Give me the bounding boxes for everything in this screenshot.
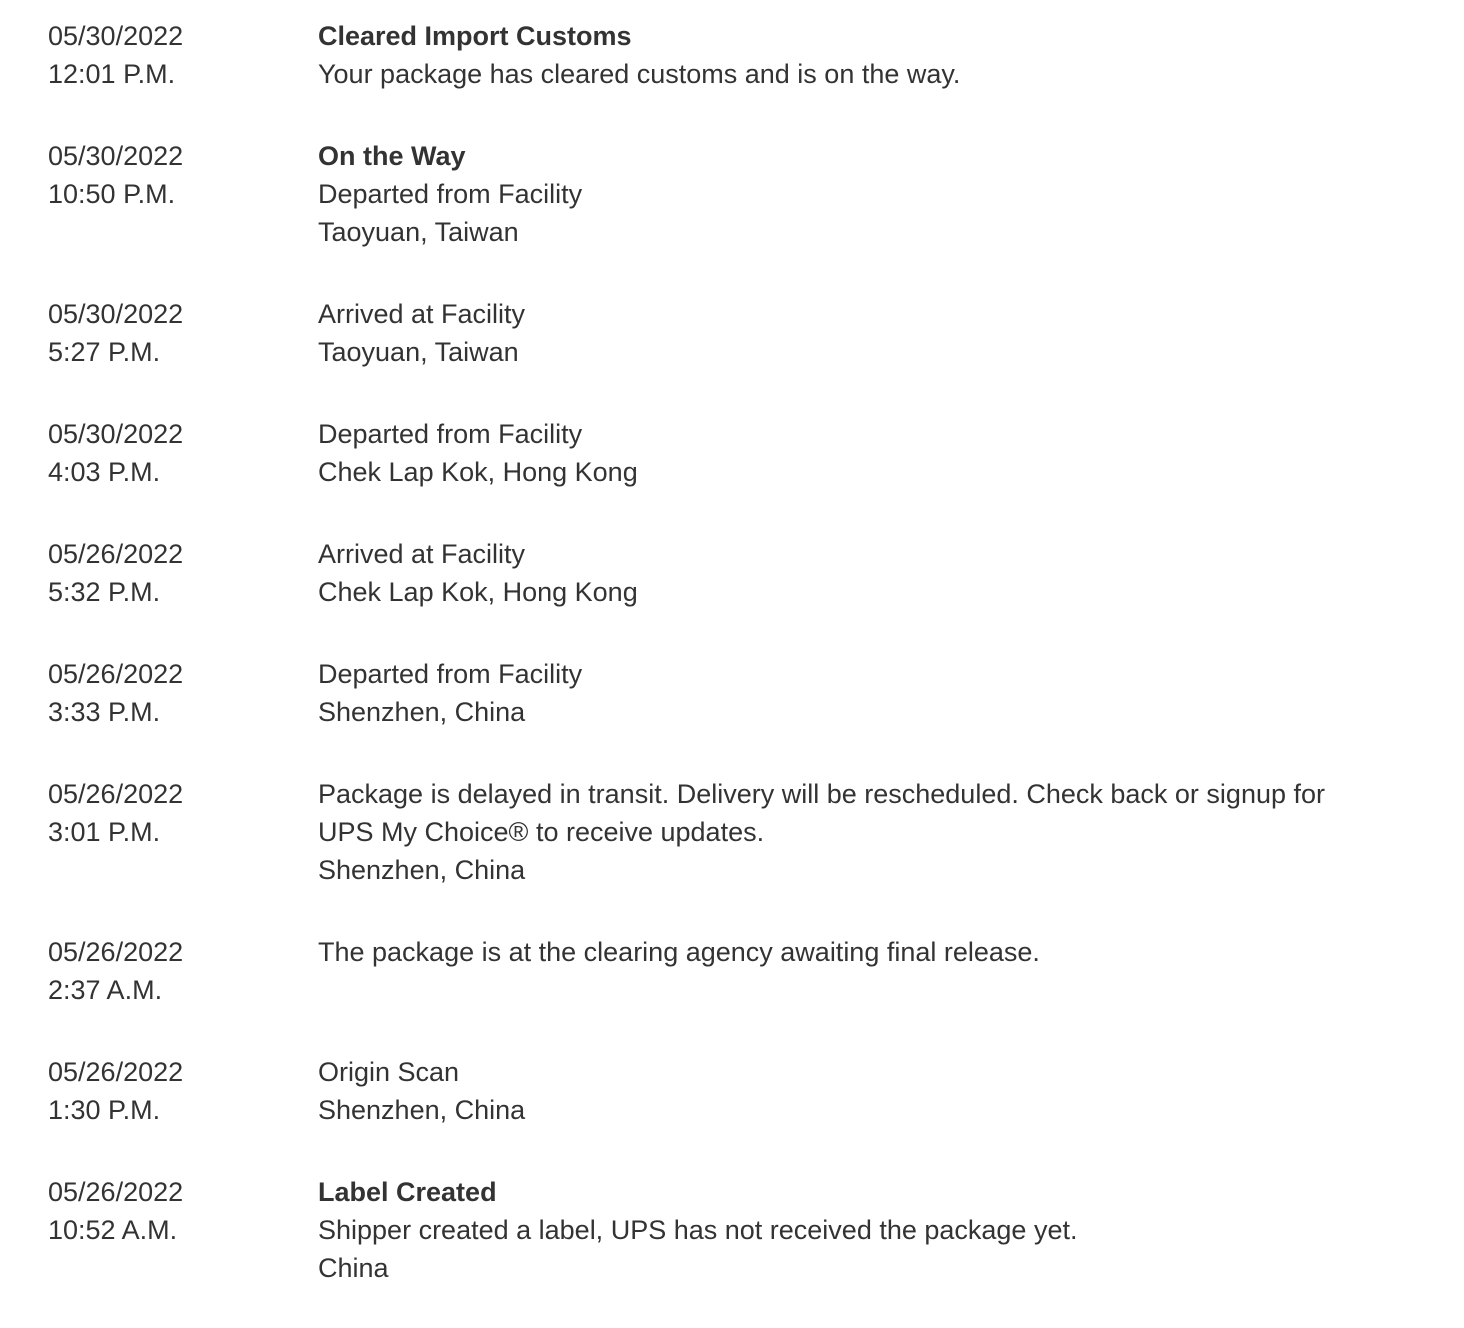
event-timestamp	[48, 17, 288, 93]
event-status: Label Created	[318, 1177, 497, 1207]
event-timestamp	[48, 1173, 288, 1249]
event-timestamp	[48, 1053, 288, 1129]
event-detail: Arrived at Facility	[318, 539, 526, 569]
event-timestamp	[48, 295, 288, 371]
event-time: 10:52 A.M.	[48, 1215, 178, 1245]
event-date: 05/26/2022	[48, 1057, 184, 1087]
event-timestamp	[48, 655, 288, 731]
event-detail: Origin Scan	[318, 1057, 460, 1087]
event-time: 5:27 P.M.	[48, 337, 161, 367]
event-time: 3:01 P.M.	[48, 817, 161, 847]
event-location: China	[318, 1253, 389, 1283]
event-date: 05/26/2022	[48, 1177, 184, 1207]
event-description	[318, 1053, 1328, 1129]
event-date: 05/26/2022	[48, 659, 184, 689]
event-location: Taoyuan, Taiwan	[318, 217, 519, 247]
event-detail: Arrived at Facility	[318, 299, 526, 329]
event-time: 12:01 P.M.	[48, 59, 176, 89]
event-description	[318, 295, 1328, 371]
event-detail: Package is delayed in transit. Delivery will be rescheduled. Check back or signup for UPS My Choice® to receive updates.	[318, 779, 1326, 847]
event-description	[318, 1173, 1328, 1287]
event-timestamp	[48, 775, 288, 851]
event-location: Chek Lap Kok, Hong Kong	[318, 577, 638, 607]
event-date: 05/30/2022	[48, 299, 184, 329]
event-description	[318, 933, 1328, 971]
event-status: On the Way	[318, 141, 466, 171]
event-location: Shenzhen, China	[318, 855, 526, 885]
event-timestamp	[48, 137, 288, 213]
event-date: 05/26/2022	[48, 937, 184, 967]
event-description	[318, 535, 1328, 611]
event-location: Shenzhen, China	[318, 1095, 526, 1125]
event-date: 05/26/2022	[48, 779, 184, 809]
event-description	[318, 655, 1328, 731]
event-detail: Departed from Facility	[318, 179, 583, 209]
event-timestamp	[48, 933, 288, 1009]
event-description	[318, 775, 1328, 889]
event-detail: Departed from Facility	[318, 419, 583, 449]
event-location: Shenzhen, China	[318, 697, 526, 727]
event-detail: The package is at the clearing agency awaiting final release.	[318, 937, 1040, 967]
event-location: Taoyuan, Taiwan	[318, 337, 519, 367]
event-date: 05/30/2022	[48, 21, 184, 51]
event-timestamp	[48, 415, 288, 491]
event-description	[318, 415, 1328, 491]
event-time: 1:30 P.M.	[48, 1095, 161, 1125]
event-time: 2:37 A.M.	[48, 975, 163, 1005]
event-time: 4:03 P.M.	[48, 457, 161, 487]
event-detail: Departed from Facility	[318, 659, 583, 689]
event-detail: Shipper created a label, UPS has not received the package yet.	[318, 1215, 1078, 1245]
event-detail: Your package has cleared customs and is on the way.	[318, 59, 961, 89]
event-time: 3:33 P.M.	[48, 697, 161, 727]
event-time: 10:50 P.M.	[48, 179, 176, 209]
event-description	[318, 137, 1328, 251]
event-status: Cleared Import Customs	[318, 21, 632, 51]
event-description	[318, 17, 1328, 93]
event-date: 05/30/2022	[48, 141, 184, 171]
event-time: 5:32 P.M.	[48, 577, 161, 607]
event-date: 05/30/2022	[48, 419, 184, 449]
event-timestamp	[48, 535, 288, 611]
event-location: Chek Lap Kok, Hong Kong	[318, 457, 638, 487]
event-date: 05/26/2022	[48, 539, 184, 569]
